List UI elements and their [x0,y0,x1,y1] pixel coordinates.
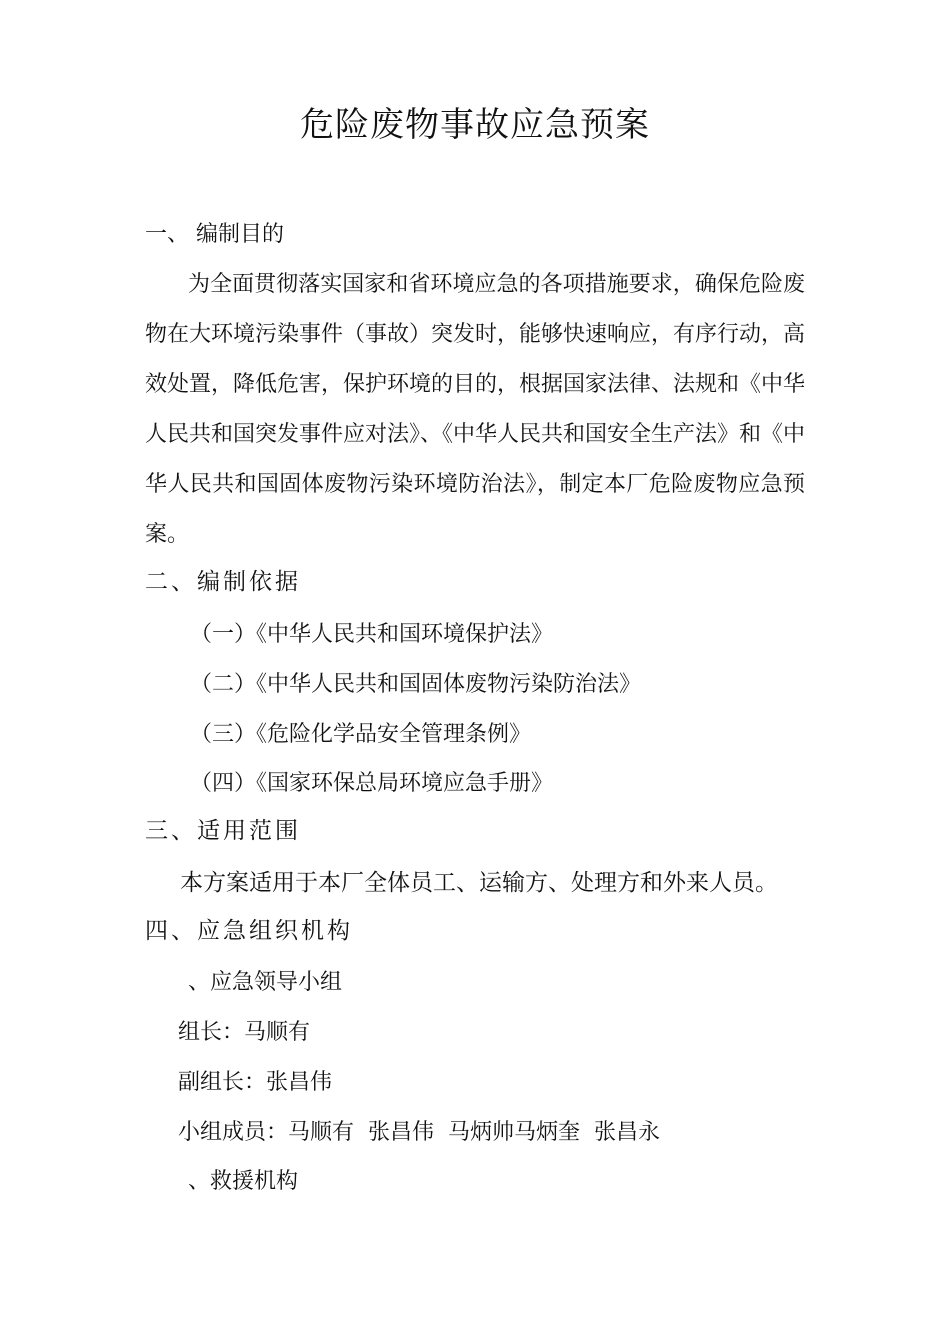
group-leader: 组长：马顺有 [178,1020,311,1045]
paragraph-line: 物在大环境污染事件（事故）突发时，能够快速响应，有序行动，高 [145,322,806,347]
paragraph-line: 为全面贯彻落实国家和省环境应急的各项措施要求，确保危险废 [188,272,805,297]
list-item: （三）《危险化学品安全管理条例》 [190,722,532,747]
deputy-leader: 副组长：张昌伟 [178,1070,333,1095]
section-heading-organization: 四、应急组织机构 [145,918,353,944]
section-heading-scope: 三、适用范围 [145,818,301,844]
section-heading-basis: 二、编制依据 [145,569,301,595]
scope-text: 本方案适用于本厂全体员工、运输方、处理方和外来人员。 [180,870,778,896]
list-item: （四）《国家环保总局环境应急手册》 [190,771,554,796]
section-heading-purpose: 一、 编制目的 [145,222,284,247]
group-members: 小组成员：马顺有 张昌伟 马炳帅马炳奎 张昌永 [178,1120,660,1145]
paragraph-line: 华人民共和国固体废物污染环境防治法》，制定本厂危险废物应急预 [145,472,805,497]
paragraph-line: 案。 [145,522,190,547]
document-title: 危险废物事故应急预案 [300,105,650,145]
subsection-heading: 、应急领导小组 [188,970,343,995]
subsection-heading: 、救援机构 [188,1169,299,1194]
list-item: （一）《中华人民共和国环境保护法》 [190,622,554,647]
paragraph-line: 效处置，降低危害，保护环境的目的，根据国家法律、法规和《中华 [145,372,806,397]
paragraph-line: 人民共和国突发事件应对法》、《中华人民共和国安全生产法》和《中 [145,422,806,447]
list-item: （二）《中华人民共和国固体废物污染防治法》 [190,672,642,697]
